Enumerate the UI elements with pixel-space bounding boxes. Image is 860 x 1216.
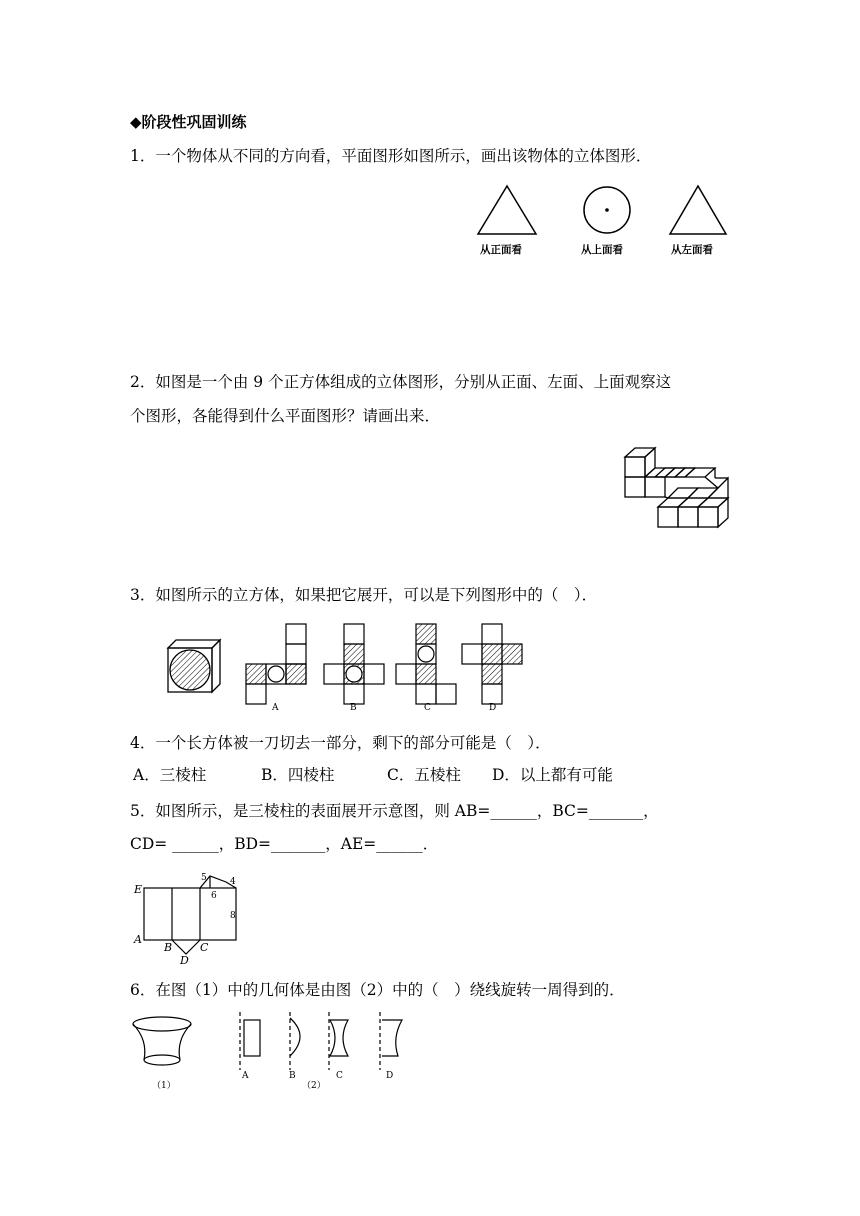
question-3-text: 3．如图所示的立方体，如果把它展开，可以是下列图形中的（ ）． [130, 586, 598, 604]
label-d: D [180, 954, 189, 967]
view-label-front: 从正面看 [480, 244, 522, 256]
section-title: ◆阶段性巩固训练 [130, 113, 247, 131]
label-a: A [134, 933, 142, 946]
question-5-line-2: CD= ______，BD=_______，AE=______． [130, 835, 439, 853]
net-label-c: C [424, 703, 431, 713]
net-option-b [324, 624, 384, 704]
view-label-top: 从上面看 [581, 244, 623, 256]
net-option-c [396, 624, 456, 704]
label-8: 8 [230, 911, 236, 921]
cube-with-circle [168, 640, 220, 692]
question-4-option-a: A．三棱柱 [133, 766, 207, 784]
question-2-line-2: 个图形，各能得到什么平面图形？请画出来． [130, 407, 441, 425]
label-c: C [200, 941, 209, 954]
left-view-triangle [670, 186, 726, 234]
question-5-line-1: 5．如图所示，是三棱柱的表面展开示意图，则 AB=______，BC=_______， [130, 802, 659, 820]
question-4-option-d: D．以上都有可能 [492, 766, 613, 784]
question-2-line-1: 2．如图是一个由 9 个正方体组成的立体图形，分别从正面、左面、上面观察这 [130, 373, 672, 391]
front-view-triangle [478, 186, 536, 234]
question-4-text: 4．一个长方体被一刀切去一部分，剩下的部分可能是（ ）． [130, 734, 551, 752]
figure-2-label: （2） [302, 1081, 326, 1091]
label-b: B [164, 941, 173, 954]
question-6-text: 6．在图（1）中的几何体是由图（2）中的（ ）绕线旋转一周得到的． [130, 981, 625, 999]
label-4: 4 [230, 877, 236, 887]
net-label-b: B [350, 703, 357, 713]
label-5: 5 [201, 873, 207, 883]
option-label-b: B [289, 1071, 296, 1081]
question-2-cubes-figure [620, 438, 730, 528]
net-option-a [246, 624, 306, 704]
top-view-center-dot [605, 208, 609, 212]
option-label-c: C [336, 1071, 343, 1081]
question-4-option-c: C．五棱柱 [387, 766, 461, 784]
net-label-a: A [272, 703, 279, 713]
view-label-left: 从左面看 [671, 244, 713, 256]
option-label-d: D [386, 1071, 394, 1081]
question-1-text: 1．一个物体从不同的方向看，平面图形如图所示，画出该物体的立体图形． [130, 147, 652, 165]
net-option-d [462, 624, 522, 704]
net-label-d: D [489, 703, 497, 713]
figure-1-label: （1） [152, 1081, 176, 1091]
question-4-option-b: B．四棱柱 [261, 766, 335, 784]
label-6: 6 [211, 891, 217, 901]
label-e: E [134, 883, 143, 896]
option-label-a: A [242, 1071, 249, 1081]
